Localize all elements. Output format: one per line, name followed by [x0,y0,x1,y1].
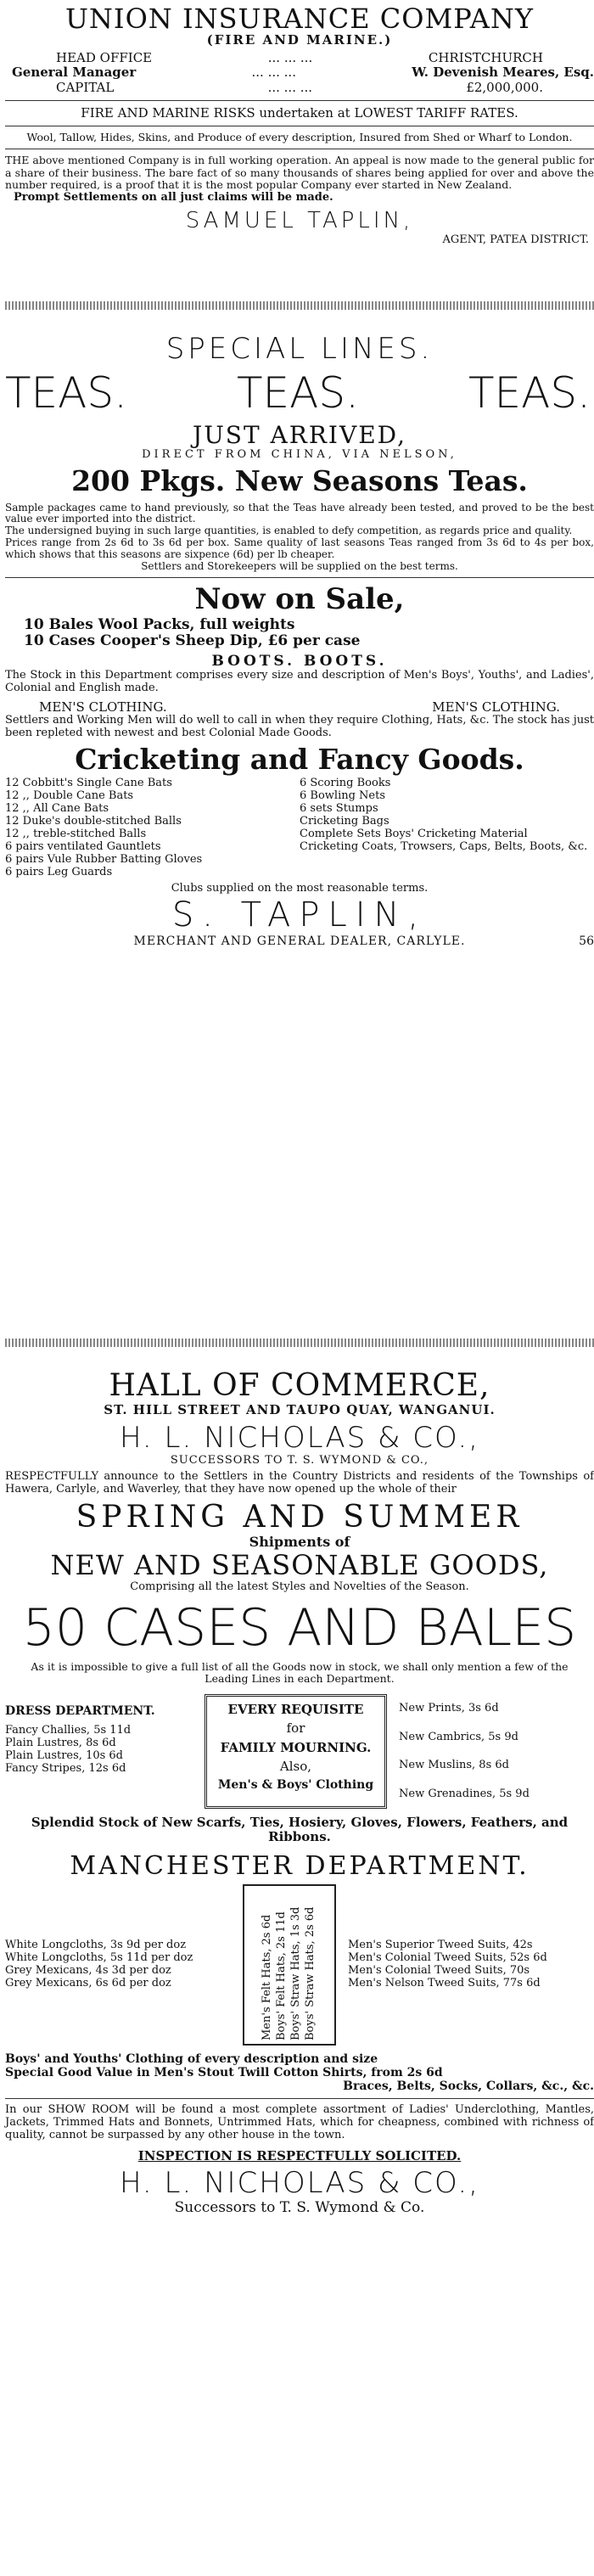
hall-address: ST. HILL STREET AND TAUPO QUAY, WANGANUI. [104,1402,496,1418]
mourning-line: EVERY REQUISITE [227,1701,364,1717]
undersigned-text: The undersigned buying in such large quantities, is enabled to defy competition, as regards price and quality. [5,525,573,537]
settlers-text: Settlers and Storekeepers will be supplied on the best terms. [141,559,458,572]
list-item: 12 ,, treble-stitched Balls [5,827,147,840]
manchester-left-list [5,1939,243,1990]
divider [5,2098,594,2099]
capital-label: CAPITAL [56,79,115,95]
merchant-name: S. TAPLIN, [171,895,428,934]
list-item: Men's Colonial Tweed Suits, 70s [348,1964,530,1977]
cricket-items [5,777,594,879]
head-office-label: HEAD OFFICE [56,50,153,66]
mourning-line: for [286,1720,305,1737]
list-item: White Longcloths, 5s 11d per doz [5,1951,193,1965]
head-office-dots: ... ... ... [267,50,313,66]
manchester-right-list [336,1939,594,1990]
ad-reference-number: 56 [579,934,594,948]
section-separator [5,301,594,310]
comprising-text: Comprising all the latest Styles and Novelties of the Season. [130,1580,469,1594]
list-item: Men's Colonial Tweed Suits, 52s 6d [348,1951,547,1965]
new-goods-list [387,1694,594,1809]
special-good-value: Special Good Value in Men's Stout Twill Cotton Shirts, from 2s 6d [5,2066,443,2080]
union-insurance-ad [5,3,594,247]
hat-item: Boys' Straw Hats, 1s 3d [289,1906,302,2040]
list-item: 12 ,, Double Cane Bats [5,789,134,803]
prices-text: Prices range from 2s 6d to 3s 6d per box. Same quality of last seasons Teas ranged from 3s 6d to 4s per box, which shows that this seasons are sixpence (6d) per lb cheaper. [5,536,594,560]
list-item: 12 Duke's double-stitched Balls [5,814,182,828]
capital-value: £2,000,000. [466,79,543,95]
mens-clothing-text: Settlers and Working Men will do well to call in when they require Clothing, Hats, &c. The stock has just been repleted with newest and best Colonial Made Goods. [5,714,594,740]
agent-title: AGENT, PATEA DISTRICT. [442,233,589,247]
dress-heading: DRESS DEPARTMENT. [5,1703,155,1718]
mourning-box [205,1694,387,1809]
capital-row [5,81,594,95]
risks-line: FIRE AND MARINE RISKS undertaken at LOWEST TARIFF RATES. [81,104,518,121]
prompt-settlements: Prompt Settlements on all just claims will be made. [14,190,333,204]
list-item: New Prints, 3s 6d [399,1701,499,1715]
manager-dots: ... ... ... [251,65,296,81]
list-item: 6 pairs Vule Rubber Batting Gloves [5,852,203,866]
agent-name: SAMUEL TAPLIN, [185,208,414,234]
list-item: Complete Sets Boys' Cricketing Material [300,827,528,840]
hats-box [243,1884,336,2046]
firm-name-footer: H. L. NICHOLAS & CO., [119,2166,480,2201]
teas-word: TEAS. [5,368,127,418]
splendid-stock: Splendid Stock of New Scarfs, Ties, Hosiery, Gloves, Flowers, Feathers, and Ribbons. [31,1815,569,1845]
successors-footer: Successors to T. S. Wymond & Co. [174,2199,425,2217]
head-office-value: CHRISTCHURCH [428,50,543,66]
hall-title: HALL OF COMMERCE, [109,1368,490,1403]
manager-row [5,65,594,80]
braces-belts: Braces, Belts, Socks, Collars, &c., &c. [343,2079,594,2094]
department-block [5,1694,594,1809]
boots-heading: BOOTS. BOOTS. [211,652,388,670]
special-heading: SPECIAL LINES. [165,332,434,366]
list-item: 6 sets Stumps [300,801,378,815]
manchester-heading: MANCHESTER DEPARTMENT. [70,1850,530,1881]
list-item: Fancy Stripes, 12s 6d [5,1761,126,1775]
capital-dots: ... ... ... [267,79,313,95]
list-item: Men's Superior Tweed Suits, 42s [348,1939,533,1952]
teas-word: TEAS. [468,368,591,418]
special-lines-ad [5,333,594,948]
mens-clothing-left: MEN'S CLOTHING. [39,699,167,716]
mens-clothing-row [5,700,594,715]
list-item: New Grenadines, 5s 9d [399,1787,530,1801]
spring-summer: SPRING AND SUMMER [76,1499,524,1535]
mourning-line: FAMILY MOURNING. [220,1739,372,1755]
union-title: UNION INSURANCE COMPANY [64,3,535,35]
manchester-block [5,1884,594,2046]
teas-row [5,369,594,418]
cricketing-heading: Cricketing and Fancy Goods. [75,743,524,777]
sheep-dip: 10 Cases Cooper's Sheep Dip, £6 per case [24,632,361,650]
now-on-sale: Now on Sale, [194,582,405,617]
showroom-text: In our SHOW ROOM will be found a most complete assortment of Ladies' Underclothing, Mantles, Jackets, Trimmed Hats and Bonnets, Untrimmed Hats, which for cheapness, combined with richness of quality, cannot be surpassed by any other house in the town. [5,2103,594,2142]
list-item: Grey Mexicans, 6s 6d per doz [5,1976,171,1990]
hat-item: Boys' Straw Hats, 2s 6d [303,1906,317,2040]
inspection-line: INSPECTION IS RESPECTFULLY SOLICITED. [137,2148,462,2164]
list-item: New Muslins, 8s 6d [399,1759,509,1772]
manager-label: General Manager [12,65,137,81]
cricket-left-list [5,777,300,879]
mens-clothing-right: MEN'S CLOTHING. [432,699,560,716]
fifty-cases-and-bales: 50 CASES AND BALES [22,1598,577,1658]
impossible-text: As it is impossible to give a full list of all the Goods now in stock, we shall only mention a few of the Leading Lines in each Department. [31,1660,569,1686]
manager-value: W. Devenish Meares, Esq. [412,65,594,81]
merchant-title: MERCHANT AND GENERAL DEALER, CARLYLE. [133,934,466,948]
list-item: Grey Mexicans, 4s 3d per doz [5,1964,171,1977]
sample-text: Sample packages came to hand previously, so that the Teas have already been tested, and proved to be the best value ever imported into the district. [5,501,594,525]
hat-item: Boys' Felt Hats, 2s 11d [275,1911,289,2040]
list-item: New Cambrics, 5s 9d [399,1730,518,1743]
dress-department [5,1694,205,1809]
new-seasonable-goods: NEW AND SEASONABLE GOODS, [50,1549,549,1582]
list-item: White Longcloths, 3s 9d per doz [5,1939,187,1952]
divider [5,577,594,578]
list-item: 12 ,, All Cane Bats [5,801,109,815]
list-item: 6 Scoring Books [300,777,391,790]
cricket-right-list [300,777,594,879]
boots-text: The Stock in this Department comprises every size and description of Men's Boys', Youths', and Ladies', Colonial and English made. [5,669,594,695]
direct-from-china: DIRECT FROM CHINA, VIA NELSON, [142,447,457,461]
divider [5,100,594,101]
just-arrived: JUST ARRIVED, [192,420,407,449]
successors-line: SUCCESSORS TO T. S. WYMOND & CO., [170,1453,429,1467]
list-item: Men's Nelson Tweed Suits, 77s 6d [348,1976,541,1990]
new-seasons-teas: 200 Pkgs. New Seasons Teas. [71,463,528,497]
mourning-line: Men's & Boys' Clothing [217,1777,374,1792]
union-body-text: THE above mentioned Company is in full working operation. An appeal is now made to the general public for a share of their business. The bare fact of so many thousands of shares being applied for over and above the number required, is a proof that it is the most popular Company ever started in New Zealand. [5,154,594,192]
hat-item: Men's Felt Hats, 2s 6d [261,1914,274,2040]
hall-of-commerce-ad [5,1368,594,2217]
section-separator [5,1339,594,1347]
list-item: 6 pairs ventilated Gauntlets [5,839,161,853]
firm-name: H. L. NICHOLAS & CO., [119,1420,480,1455]
list-item: 6 pairs Leg Guards [5,865,113,878]
list-item: Fancy Challies, 5s 11d [5,1723,132,1737]
list-item: Plain Lustres, 10s 6d [5,1748,124,1762]
mourning-line: Also, [279,1759,312,1775]
wool-insurance-text: Wool, Tallow, Hides, Skins, and Produce of every description, Insured from Shed or Wharf to London. [26,131,573,144]
shipments-of: Shipments of [249,1533,350,1550]
clubs-text: Clubs supplied on the most reasonable terms. [171,881,429,895]
teas-word: TEAS. [237,368,359,418]
list-item: 12 Cobbitt's Single Cane Bats [5,777,172,790]
list-item: 6 Bowling Nets [300,789,386,803]
respectfully-text: RESPECTFULLY announce to the Settlers in the Country Districts and residents of the Townships of Hawera, Carlyle, and Waverley, that they have now opened up the whole of their [5,1469,594,1496]
wool-packs: 10 Bales Wool Packs, full weights [24,615,295,633]
boys-youths-clothing: Boys' and Youths' Clothing of every description and size [5,2052,378,2066]
union-subtitle: (FIRE AND MARINE.) [206,31,393,48]
list-item: Cricketing Coats, Trowsers, Caps, Belts, Boots, &c. [300,839,588,853]
list-item: Cricketing Bags [300,814,389,828]
head-office-row [5,51,594,65]
list-item: Plain Lustres, 8s 6d [5,1736,116,1749]
merchant-line [5,934,594,948]
